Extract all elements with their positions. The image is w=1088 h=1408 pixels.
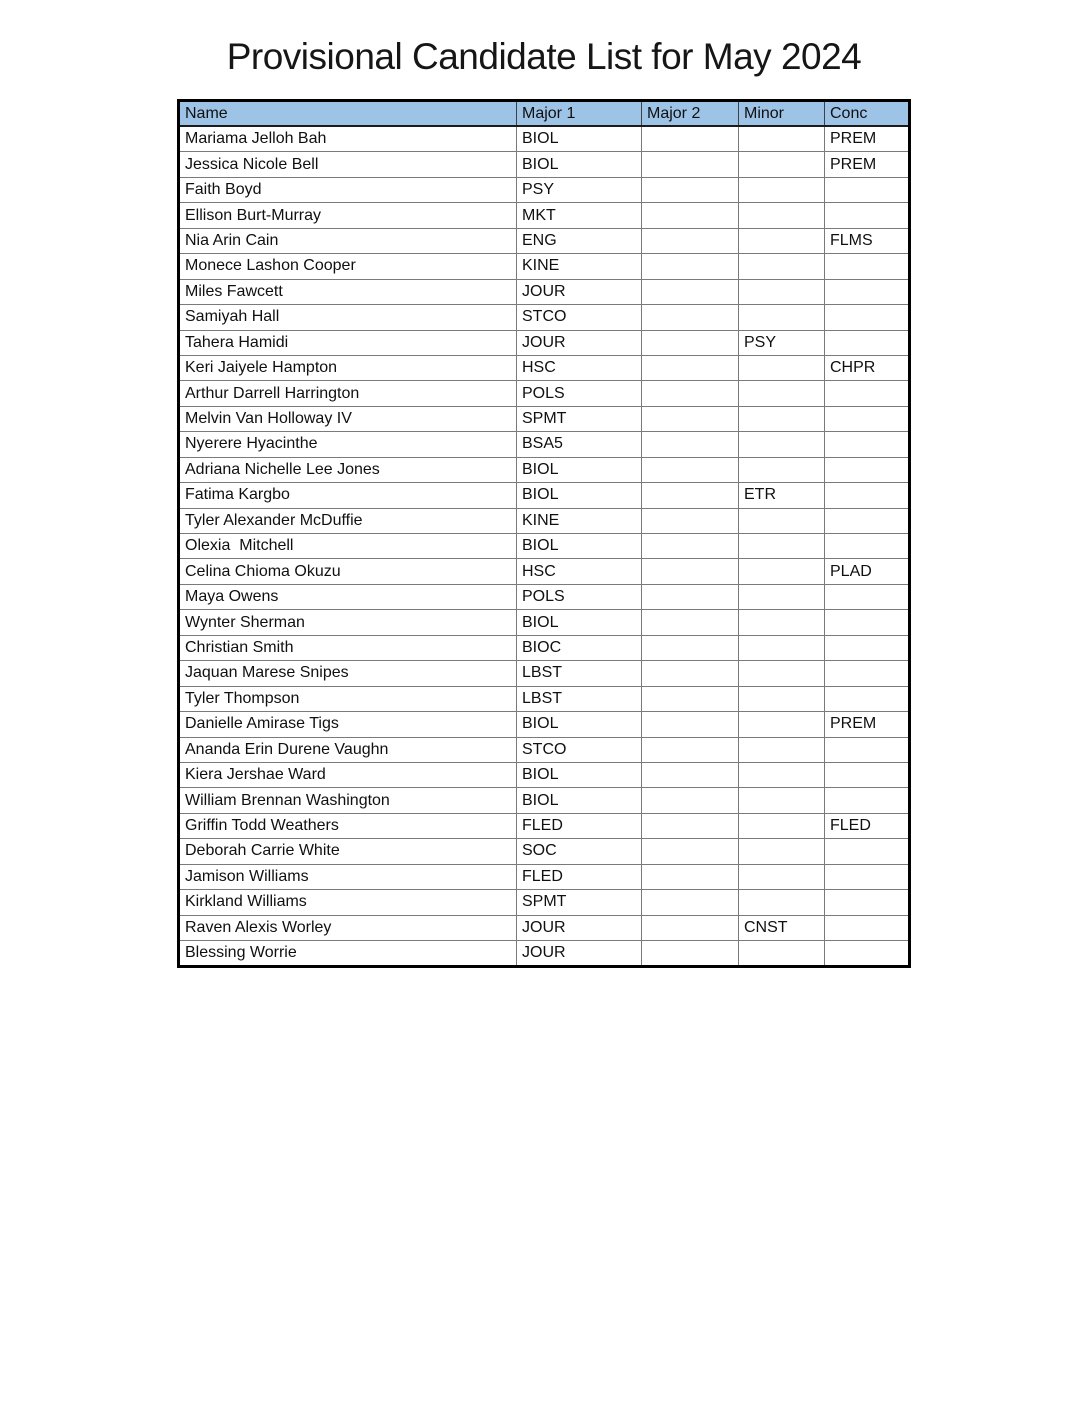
candidate-table — [177, 99, 911, 968]
table-row — [179, 432, 910, 457]
cell-conc — [825, 686, 910, 711]
cell-minor — [739, 584, 825, 609]
cell-conc — [825, 508, 910, 533]
cell-major1: FLED — [517, 813, 642, 838]
cell-major1: KINE — [517, 254, 642, 279]
cell-name: Celina Chioma Okuzu — [179, 559, 517, 584]
column-header-major1: Major 1 — [517, 101, 642, 127]
table-row — [179, 534, 910, 559]
cell-name: Tyler Alexander McDuffie — [179, 508, 517, 533]
cell-minor — [739, 534, 825, 559]
cell-name: Adriana Nichelle Lee Jones — [179, 457, 517, 482]
table-row — [179, 941, 910, 967]
cell-minor — [739, 508, 825, 533]
table-row — [179, 457, 910, 482]
table-row — [179, 254, 910, 279]
table-row — [179, 839, 910, 864]
cell-name: Olexia Mitchell — [179, 534, 517, 559]
cell-major2 — [642, 839, 739, 864]
cell-name: Fatima Kargbo — [179, 483, 517, 508]
table-row — [179, 864, 910, 889]
cell-major1: HSC — [517, 559, 642, 584]
cell-name: Griffin Todd Weathers — [179, 813, 517, 838]
cell-major1: JOUR — [517, 915, 642, 940]
cell-minor — [739, 839, 825, 864]
cell-major2 — [642, 610, 739, 635]
cell-major1: JOUR — [517, 941, 642, 967]
cell-major1: SPMT — [517, 890, 642, 915]
cell-major1: BIOL — [517, 712, 642, 737]
cell-major1: PSY — [517, 177, 642, 202]
cell-minor — [739, 610, 825, 635]
cell-major2 — [642, 432, 739, 457]
cell-name: William Brennan Washington — [179, 788, 517, 813]
table-row — [179, 559, 910, 584]
cell-major1: JOUR — [517, 330, 642, 355]
cell-conc: PREM — [825, 152, 910, 177]
table-row — [179, 788, 910, 813]
cell-conc: PREM — [825, 712, 910, 737]
cell-major2 — [642, 381, 739, 406]
cell-name: Kiera Jershae Ward — [179, 762, 517, 787]
cell-major1: JOUR — [517, 279, 642, 304]
cell-conc — [825, 406, 910, 431]
cell-major2 — [642, 228, 739, 253]
table-row — [179, 915, 910, 940]
cell-name: Jamison Williams — [179, 864, 517, 889]
cell-major2 — [642, 712, 739, 737]
cell-major2 — [642, 203, 739, 228]
table-header — [179, 101, 910, 127]
cell-name: Blessing Worrie — [179, 941, 517, 967]
table-row — [179, 686, 910, 711]
cell-conc — [825, 483, 910, 508]
table-row — [179, 177, 910, 202]
cell-major1: MKT — [517, 203, 642, 228]
cell-minor — [739, 737, 825, 762]
table-row — [179, 508, 910, 533]
cell-major2 — [642, 126, 739, 152]
cell-major2 — [642, 279, 739, 304]
cell-major2 — [642, 890, 739, 915]
cell-conc — [825, 610, 910, 635]
cell-name: Samiyah Hall — [179, 305, 517, 330]
table-row — [179, 126, 910, 152]
cell-conc: FLED — [825, 813, 910, 838]
cell-conc — [825, 177, 910, 202]
cell-major1: BIOL — [517, 483, 642, 508]
cell-conc: PLAD — [825, 559, 910, 584]
cell-minor — [739, 712, 825, 737]
cell-major2 — [642, 941, 739, 967]
cell-name: Kirkland Williams — [179, 890, 517, 915]
cell-minor — [739, 661, 825, 686]
cell-name: Nyerere Hyacinthe — [179, 432, 517, 457]
cell-major2 — [642, 762, 739, 787]
cell-major1: LBST — [517, 686, 642, 711]
cell-conc — [825, 839, 910, 864]
cell-name: Keri Jaiyele Hampton — [179, 355, 517, 380]
cell-name: Ananda Erin Durene Vaughn — [179, 737, 517, 762]
cell-name: Miles Fawcett — [179, 279, 517, 304]
cell-minor — [739, 559, 825, 584]
cell-major2 — [642, 559, 739, 584]
cell-conc — [825, 941, 910, 967]
cell-name: Tahera Hamidi — [179, 330, 517, 355]
table-row — [179, 279, 910, 304]
cell-major2 — [642, 457, 739, 482]
cell-conc — [825, 890, 910, 915]
cell-major2 — [642, 305, 739, 330]
cell-conc — [825, 457, 910, 482]
table-row — [179, 813, 910, 838]
column-header-major2: Major 2 — [642, 101, 739, 127]
cell-minor — [739, 890, 825, 915]
cell-major1: KINE — [517, 508, 642, 533]
cell-minor — [739, 457, 825, 482]
table-row — [179, 890, 910, 915]
cell-major1: LBST — [517, 661, 642, 686]
cell-minor — [739, 788, 825, 813]
cell-major1: BIOL — [517, 126, 642, 152]
cell-minor — [739, 406, 825, 431]
cell-major1: SOC — [517, 839, 642, 864]
cell-conc — [825, 305, 910, 330]
cell-major2 — [642, 177, 739, 202]
table-row — [179, 355, 910, 380]
cell-name: Mariama Jelloh Bah — [179, 126, 517, 152]
cell-minor — [739, 686, 825, 711]
cell-major1: BIOL — [517, 534, 642, 559]
cell-minor: ETR — [739, 483, 825, 508]
cell-conc — [825, 432, 910, 457]
cell-minor — [739, 355, 825, 380]
cell-name: Deborah Carrie White — [179, 839, 517, 864]
table-row — [179, 381, 910, 406]
cell-name: Maya Owens — [179, 584, 517, 609]
column-header-name: Name — [179, 101, 517, 127]
table-row — [179, 203, 910, 228]
cell-minor — [739, 381, 825, 406]
cell-major2 — [642, 635, 739, 660]
cell-major1: BIOC — [517, 635, 642, 660]
table-row — [179, 737, 910, 762]
cell-minor: CNST — [739, 915, 825, 940]
cell-major1: BIOL — [517, 610, 642, 635]
cell-major1: FLED — [517, 864, 642, 889]
cell-conc — [825, 203, 910, 228]
cell-major1: SPMT — [517, 406, 642, 431]
cell-minor — [739, 941, 825, 967]
table-row — [179, 584, 910, 609]
cell-major2 — [642, 508, 739, 533]
cell-major1: BIOL — [517, 788, 642, 813]
cell-name: Jessica Nicole Bell — [179, 152, 517, 177]
cell-conc — [825, 279, 910, 304]
cell-minor — [739, 305, 825, 330]
header-row — [179, 101, 910, 127]
cell-major1: HSC — [517, 355, 642, 380]
cell-minor — [739, 203, 825, 228]
table-row — [179, 635, 910, 660]
cell-conc: CHPR — [825, 355, 910, 380]
cell-conc — [825, 788, 910, 813]
cell-major1: STCO — [517, 305, 642, 330]
cell-major1: BIOL — [517, 762, 642, 787]
cell-minor — [739, 177, 825, 202]
cell-minor — [739, 152, 825, 177]
cell-minor — [739, 864, 825, 889]
cell-conc — [825, 381, 910, 406]
cell-minor — [739, 813, 825, 838]
cell-conc — [825, 584, 910, 609]
cell-conc: FLMS — [825, 228, 910, 253]
table-row — [179, 712, 910, 737]
cell-conc — [825, 864, 910, 889]
cell-minor — [739, 254, 825, 279]
cell-major2 — [642, 686, 739, 711]
cell-major2 — [642, 254, 739, 279]
cell-major2 — [642, 737, 739, 762]
table-row — [179, 762, 910, 787]
cell-major2 — [642, 330, 739, 355]
cell-name: Nia Arin Cain — [179, 228, 517, 253]
cell-conc: PREM — [825, 126, 910, 152]
cell-conc — [825, 254, 910, 279]
cell-minor — [739, 432, 825, 457]
table-row — [179, 483, 910, 508]
cell-minor — [739, 126, 825, 152]
cell-conc — [825, 534, 910, 559]
cell-conc — [825, 635, 910, 660]
cell-name: Ellison Burt-Murray — [179, 203, 517, 228]
cell-conc — [825, 330, 910, 355]
cell-major1: POLS — [517, 381, 642, 406]
cell-major1: ENG — [517, 228, 642, 253]
cell-minor — [739, 279, 825, 304]
table-row — [179, 305, 910, 330]
cell-major2 — [642, 355, 739, 380]
cell-major1: POLS — [517, 584, 642, 609]
table-body — [179, 126, 910, 967]
page-title: Provisional Candidate List for May 2024 — [226, 36, 862, 77]
cell-major2 — [642, 661, 739, 686]
column-header-conc: Conc — [825, 101, 910, 127]
cell-major2 — [642, 864, 739, 889]
cell-major2 — [642, 813, 739, 838]
cell-name: Wynter Sherman — [179, 610, 517, 635]
cell-name: Christian Smith — [179, 635, 517, 660]
cell-major2 — [642, 483, 739, 508]
table-row — [179, 610, 910, 635]
cell-major1: BIOL — [517, 457, 642, 482]
cell-major2 — [642, 584, 739, 609]
cell-major1: STCO — [517, 737, 642, 762]
cell-minor — [739, 762, 825, 787]
table-row — [179, 152, 910, 177]
cell-name: Tyler Thompson — [179, 686, 517, 711]
cell-name: Arthur Darrell Harrington — [179, 381, 517, 406]
cell-name: Danielle Amirase Tigs — [179, 712, 517, 737]
cell-major2 — [642, 152, 739, 177]
table-row — [179, 406, 910, 431]
table-row — [179, 228, 910, 253]
cell-major1: BSA5 — [517, 432, 642, 457]
cell-conc — [825, 737, 910, 762]
cell-conc — [825, 762, 910, 787]
cell-conc — [825, 915, 910, 940]
cell-major2 — [642, 915, 739, 940]
cell-name: Jaquan Marese Snipes — [179, 661, 517, 686]
table-row — [179, 661, 910, 686]
cell-minor — [739, 635, 825, 660]
table-row — [179, 330, 910, 355]
cell-name: Melvin Van Holloway IV — [179, 406, 517, 431]
cell-name: Faith Boyd — [179, 177, 517, 202]
cell-conc — [825, 661, 910, 686]
cell-minor: PSY — [739, 330, 825, 355]
cell-major1: BIOL — [517, 152, 642, 177]
column-header-minor: Minor — [739, 101, 825, 127]
cell-minor — [739, 228, 825, 253]
cell-major2 — [642, 788, 739, 813]
cell-major2 — [642, 534, 739, 559]
cell-name: Monece Lashon Cooper — [179, 254, 517, 279]
cell-major2 — [642, 406, 739, 431]
cell-name: Raven Alexis Worley — [179, 915, 517, 940]
